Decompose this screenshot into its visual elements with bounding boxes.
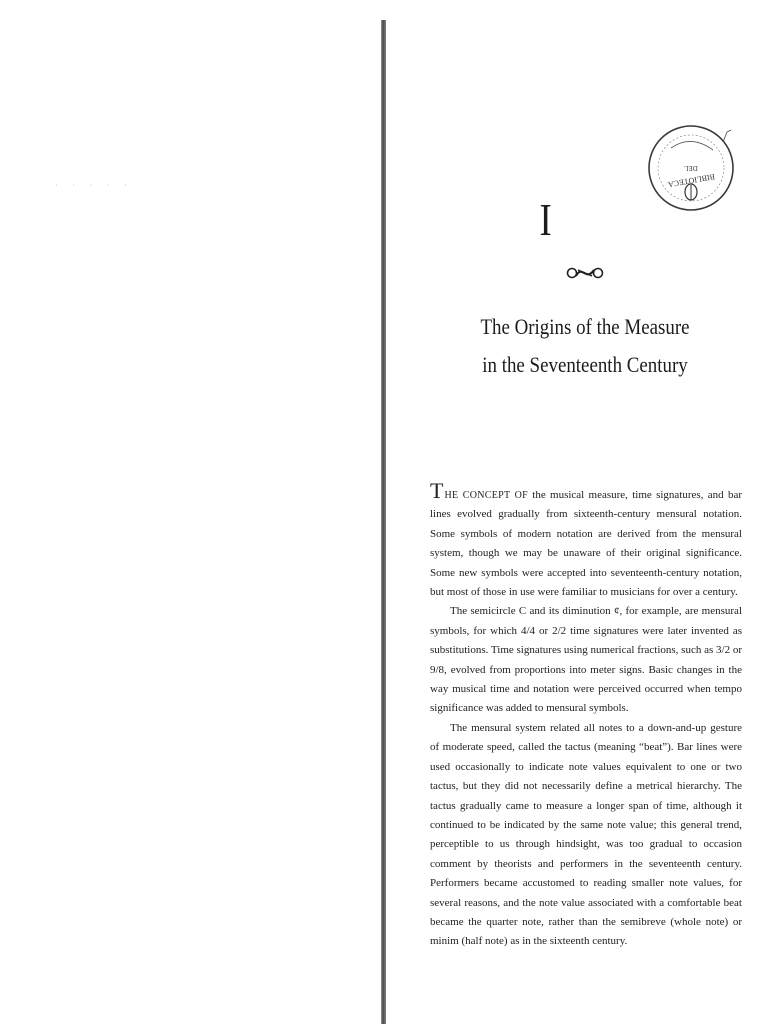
lead-in-smallcaps: HE CONCEPT OF [444, 490, 528, 501]
paragraph-3: The mensural system related all notes to a down-and-up gesture of moderate speed, called the tactus (meaning “beat”). Bar lines were used occasionally to indicate note values equivalent to one or two tactus, but they did not necessarily define a metrical hierarchy. The tactus gradually came to measure a longer span of time, although it continued to be indicated by the same note value; this general trend, perceptible to us through hindsight, was too gradual to occasion comment by theorists and performers in the seventeenth century. Performers became accustomed to reading smaller note values, for several reasons, and the note value associated with a comfortable beat became the quarter note, rather than the semibreve (whole note) or minim (half note) as in the sixteenth century. [430, 721, 742, 948]
stamp-text-biblioteca: BIBLIOTECA [667, 171, 716, 190]
chapter-numeral: I [539, 194, 552, 245]
paragraph-1 [430, 478, 742, 602]
chapter-title-line-1: The Origins of the Measure [480, 314, 690, 339]
drop-cap: T [430, 478, 444, 503]
chapter-title-line-2: in the Seventeenth Century [482, 352, 688, 377]
stamp-text-del: DEL [684, 164, 698, 172]
book-gutter [381, 20, 386, 1024]
paragraph-1-text: the musical measure, time signatures, and bar lines evolved gradually from sixteenth-century mensural notation. Some symbols of modern notation are derived from the mensural system, though we may be unaware of their original significance. Some new symbols were accepted into seventeenth-century notation, but most of those in use were familiar to musicians for over a century. [430, 489, 742, 599]
paragraph-2: The semicircle C and its diminution ¢, for example, are mensural symbols, for which 4/4 or 2/2 time signatures were later invented as substitutions. Time signatures using numerical fractions, such as 3/2 or 9/8, evolved from proportions into meter signs. Basic changes in the way musical time and notation were perceived occurred when tempo significance was added to mensural symbols. [430, 605, 742, 715]
body-text [430, 478, 742, 952]
scan-specks: · · · · · [55, 180, 133, 190]
chapter-title [426, 308, 744, 384]
ornament-icon [566, 262, 604, 284]
